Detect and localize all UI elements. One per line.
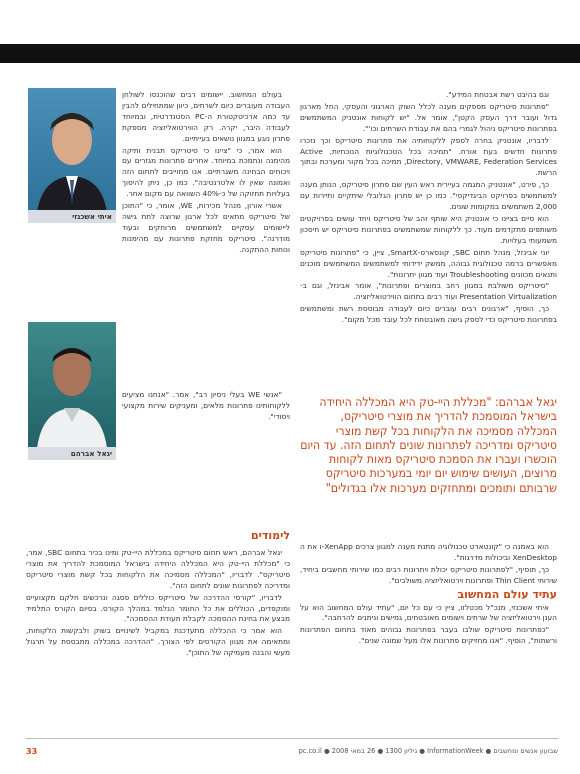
footer-publication-line: שבועון אנשים ומחשבים ● InformationWeek ● גיליון 1300 ● 26 במאי 2008 ● pc.co.il <box>298 747 558 755</box>
paragraph: לדבריו, אונטניק בחרה לספק ללקוחותיה את פתרונות סיטריקס וכך נזכרו פתרונות חדשים בעת אורח. "תמיכה בכל הטכנולוגיות הנוכחיות, Active Directory, VMWARE, Federation Services, תמיכה בכל מקור ומערכת ובתוך הרשת. <box>300 135 557 178</box>
paragraph: "פתרונות סיטריקס מספקים מענה לכלל השוק הארגוני והעסקי, החל מארגון גדול ועובר דרך העסק הקטן", אומר אל. "יש לקוחות אונטניק המשתמשים בפתרונות סיטריקס ניהול לגמרי בהם את עבודת השרתים וכו'". <box>300 101 557 133</box>
paragraph: אשרי אורון, מנהל מכירות, WE, אומר, כי "התוכן של סיטריקס מתאים לכל ארגון שרוצה לתת גישה ליישומים עסקיים למשתמשים מרוחקים ובעוד מודרנה". סיטריקס מחזקת פתרונות עם מהימנות ונוחות ההתקנה. <box>122 201 290 254</box>
paragraph: כך, פירט, "אונטניק המגמה בעיירית ראש העין שם פתרון סיטריקס, הנותן מענה למשתמשים בפרויקט הביגדיקסי". כמו כן יש פתרון הגלובלי שיתקיים ותיירות עם 2,000 משתמשים במקומות שונים. <box>300 180 557 212</box>
paragraph: הוא סיים בציינו כי אונטניק היא שותף זהב של סיטריקס ויחד עושים בפרויקטים משותפים מתקדמים מעוד. כך ללקוחות שמשתמשים בפתרונות סיטריקס יש חיסכון משמעותי בעלויות. <box>300 213 557 245</box>
subhead-wrapper <box>26 528 290 546</box>
portrait-photo <box>28 88 116 223</box>
top-banner-bar <box>0 44 580 63</box>
page-footer <box>26 744 558 758</box>
paragraph: הוא אמר כי ההכללה מתעדכנת במקביל לשינויים בשוק ולבקשות הלקוחות, ומתאימה את מגוון הקורסים לפי הצורך. "ההדרכה במכללה מתבססת על תרגול מעשי והבנה מעמיקה של התוכן". <box>26 626 290 658</box>
photo-caption: יגאל אברהם <box>28 447 116 460</box>
article-column-left-bottom <box>26 548 290 730</box>
section-subhead: לימודים <box>251 529 290 542</box>
paragraph: כך, תוסיף, "לפתרונות סיטריקס יכולת ויתרונות רבים כמו שירותי מחשבים ביחיד, שירותי Thin Client ופתרונות וירטואליזציה משולבים". <box>300 564 557 585</box>
paragraph: יגאל אברהם, ראש תחום סיטריקס במכללת היי-טק ומינו בכיר בתחום SBC, אמר, כי "מכללת היי-טק היא המכללה היחידה בישראל המוסמכת להדריך את מוצרי סיטריקס". לדבריו, "המכללה מסמיכה את הלקוחות בכל קשת מוצרי סיטריקס ומדריכה לפתרונות שונים לתחום הזה". <box>26 548 290 590</box>
paragraph: הוא באמנה כי "קונטארט טכנולוגיה מתנת מענה למגוון צרכים XenApp-ו את ה XenDesktop וביכולות מדרגות". <box>300 542 557 562</box>
paragraph: לדבריו, "קורסי ההדרכה של סיטריקס כוללים פסגה ונרכשים חלקם מקצועיים ומוקפדים, הכוללים את כל החומר הנלמד במהלך הקורס. בסיום הקורס התלמיד מבצע את בחינת ההסמכה לקבלת תעודת ההסמכה". <box>26 592 290 624</box>
person-portrait-icon <box>28 322 116 460</box>
article-column-middle <box>122 90 290 390</box>
paragraph: כך, הוסיף, "ארגונים רבים עוברים כיום לעבודה מבוססת רשת ומשתמשים בפתרונות סיטריקס כדי לספק גישה מאובטחת לכל עובד מכל מקום". <box>300 304 557 325</box>
paragraph: "אנשי WE בעלי ניסיון רב", אמר. "אנחנו מציעים ללקוחותינו פתרונות מלאים, ומעניקים שירות מקצועי ויסודי". <box>122 390 290 421</box>
photo-caption: איתי אשכנזי <box>28 210 116 223</box>
paragraph: איתי אשכנזי, מנכ"ל מכטלזו, ציין כי עם כל יום, "עתיד עולם המחשוב הוא על הענן וירטואליזציה של שרתים וישומים מאובטחים, גמישים וניתנים להרחבה". <box>300 602 557 623</box>
pull-quote: יגאל אברהם: "מכללת היי-טק היא המכללה היחידה בישראל המוסמכת להדריך את מוצרי סיטריקס, המכללה מסמיכה את הלקוחות בכל קשת מוצרי סיטריקס ומדריכה לפתרונות שונים לתחום הזה. עד היום הוכשרו ועברו את הסמכת סיטריקס מאות לקוחות מרוצים, העושים שימוש יום יומי במערכות סיטריקס שרבותם ותומכים ומתחזקים מערכות אלו בגדולים" <box>300 395 557 495</box>
person-portrait-icon <box>28 88 116 223</box>
paragraph: "כפתרונות סיטריקס שולבו בעבר בפתרונות גבוהים מאוד בתחום הפתרונות ורשתות", הוסיף. "אנו מחזיקים פתרונות אלו מעל שמונה שנים". <box>300 625 557 646</box>
article-column-middle-lower <box>122 390 290 530</box>
paragraph: "סיטריקס משולבת במגוון רחב במוצרים ופתרונות", אומר אבינזל, וגם ב-Presentation Virtualization ועוד רבים בתחום הווירטואליזציה. <box>300 281 557 302</box>
paragraph: הוא אמר, כי "ציינו כי סיטריקס תבנית ותיקה מהימנה ונתמכת במיוחד. אחרים פתרונות מגזרים עם ויכוחים הבחינה משגרתיים. אנו מחוייבים לתחום הזה ואמונה שאין לו אלטרנטיבה". כמו כן, ניתן להיסוך בעלויות תחזוקה של כ-40% השוואה עם מקום אחר. <box>122 145 290 199</box>
paragraph: יוני אבינזל, מנהל תחום SBC, קונסארס-SmartX, ציין, כי "פתרונות סיטריקס מאפשרים ברמה טכנולוגית גבוהה, ממשק ידידותי למשתמשים המשתמשים מוכנים ותנאים מכוונים Troubleshooting ועוד מגוון יתרונות". <box>300 247 557 279</box>
section-subhead: עתיד עולם המחשוב <box>457 587 557 601</box>
page-number: 33 <box>26 746 38 756</box>
portrait-photo <box>28 322 116 460</box>
paragraph: וגם בהיבט רשת אבטחת המידע". <box>445 90 549 99</box>
article-column-right-lower <box>300 542 557 732</box>
footer-rule <box>26 738 558 739</box>
paragraph: בעולם המחשוב. יישומים רבים שהוכנסו לשולחן העבודה מעוברים כיום לשרתים, כיוון שמתחילים להבין עד כמה ארכיטקטורת ה-PC הסטנדרטית, ובמיוחד לעבודה היבר, יקרה. רק הווירטואליזציה מספקת פתרון נוגע במגוון נושאים בעייתיים. <box>122 90 290 143</box>
